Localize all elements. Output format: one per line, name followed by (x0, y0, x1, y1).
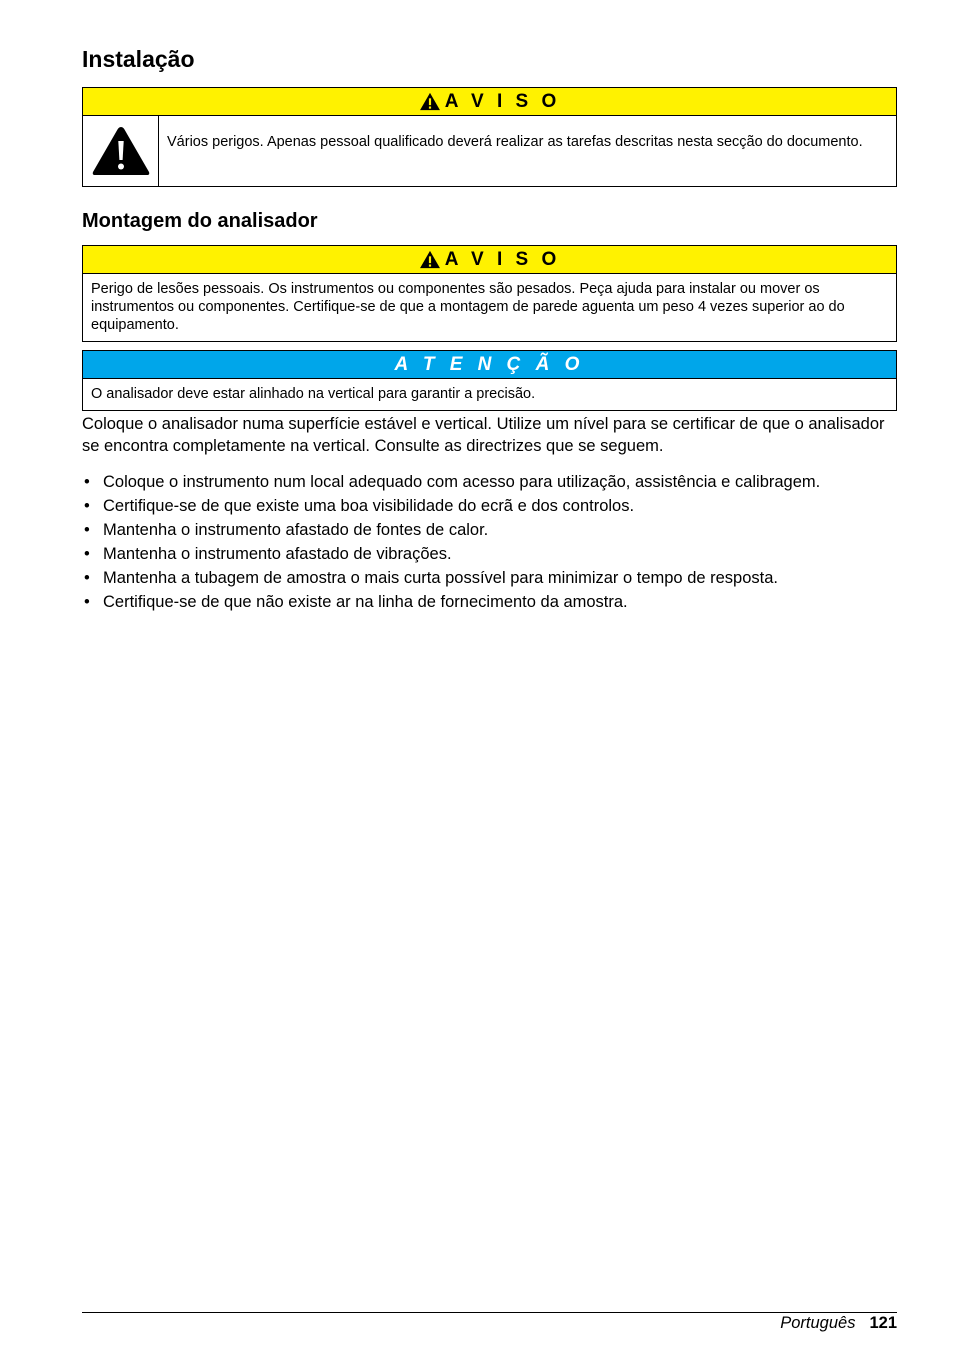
warning-header-label: A V I S O (444, 90, 561, 112)
section-title: Instalação (82, 46, 195, 72)
page-number: 121 (869, 1314, 897, 1332)
warning-header (83, 246, 896, 274)
warning-triangle-icon (419, 250, 441, 269)
list-item: • Mantenha a tubagem de amostra o mais curta possível para minimizar o tempo de resposta. (82, 566, 897, 590)
bullet-symbol: • (84, 473, 90, 491)
warning-text: Perigo de lesões pessoais. Os instrumentos ou componentes são pesados. Peça ajuda para instalar ou mover os instrumentos ou componentes. Certifique-se de que a montagem de parede aguenta um peso 4 vezes superior ao do equipamento. (91, 281, 845, 333)
warning-body (83, 116, 896, 186)
page-footer (780, 1313, 897, 1333)
warning-triangle-icon (419, 92, 441, 111)
warning-icon-cell (83, 116, 159, 186)
list-item: • Certifique-se de que existe uma boa visibilidade do ecrã e dos controlos. (82, 494, 897, 518)
list-item: • Mantenha o instrumento afastado de fontes de calor. (82, 518, 897, 542)
caution-header: A T E N Ç Ã O (83, 351, 896, 379)
intro-paragraph: Coloque o analisador numa superfície estável e vertical. Utilize um nível para se certificar de que o analisador se encontra completamente na vertical. Consulte as directrizes que se seguem. (82, 415, 885, 455)
warning-header-label: A V I S O (444, 248, 561, 270)
warning-box-injury (82, 245, 897, 342)
list-item: • Coloque o instrumento num local adequado com acesso para utilização, assistência e calibragem. (82, 470, 897, 494)
list-item: • Mantenha o instrumento afastado de vibrações. (82, 542, 897, 566)
footer-divider (82, 1312, 897, 1313)
bullet-symbol: • (84, 569, 90, 587)
warning-text: Vários perigos. Apenas pessoal qualificado deverá realizar as tarefas descritas nesta secção do documento. (167, 134, 863, 150)
bullet-symbol: • (84, 497, 90, 515)
bullet-symbol: • (84, 521, 90, 539)
subsection-title: Montagem do analisador (82, 210, 318, 232)
list-item: • Certifique-se de que não existe ar na linha de fornecimento da amostra. (82, 590, 897, 614)
caution-text: O analisador deve estar alinhado na vertical para garantir a precisão. (91, 386, 536, 402)
guidelines-list (82, 470, 897, 614)
bullet-symbol: • (84, 593, 90, 611)
warning-header (83, 88, 896, 116)
footer-language: Português (780, 1314, 856, 1332)
warning-triangle-icon (90, 124, 152, 178)
warning-box-hazards (82, 87, 897, 187)
caution-box (82, 350, 897, 411)
bullet-symbol: • (84, 545, 90, 563)
